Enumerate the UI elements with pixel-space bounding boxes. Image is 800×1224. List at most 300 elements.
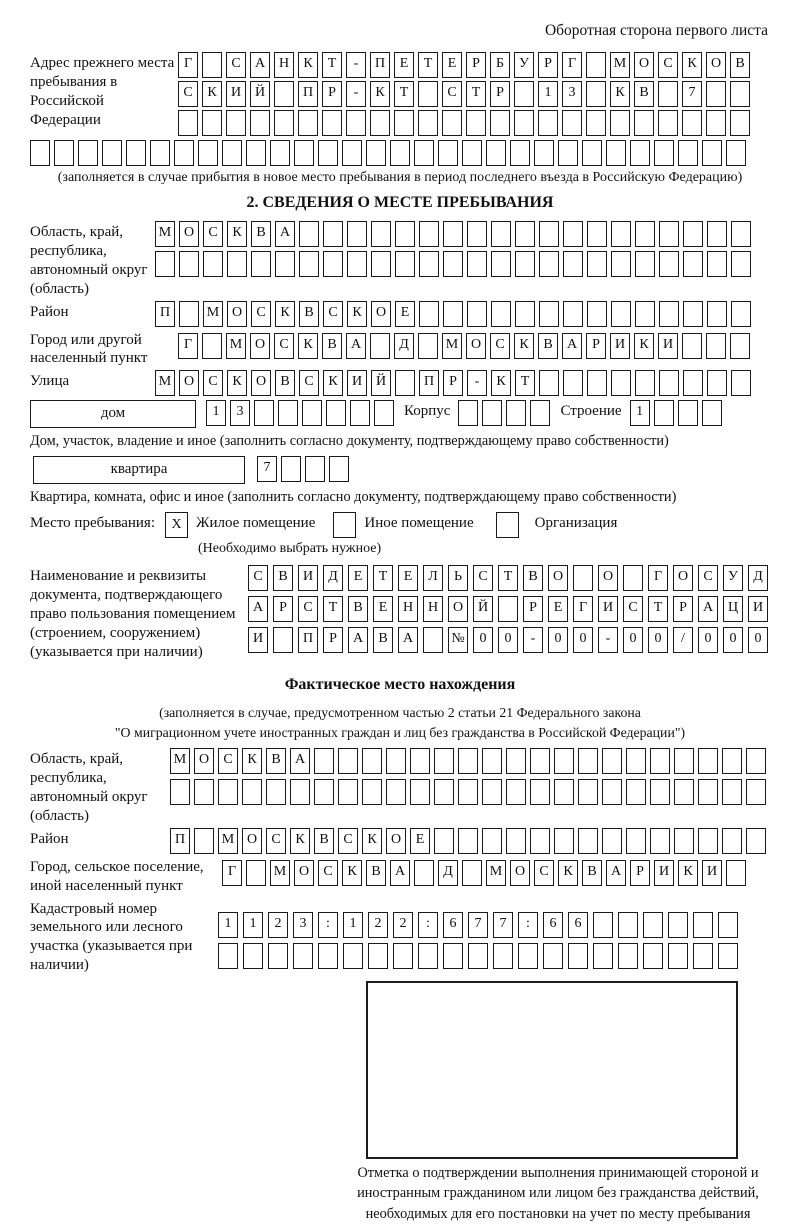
- form-cell[interactable]: [702, 400, 722, 426]
- form-cell[interactable]: Е: [373, 596, 393, 622]
- form-cell[interactable]: Т: [394, 81, 414, 107]
- form-cell[interactable]: -: [467, 370, 487, 396]
- form-cell[interactable]: О: [673, 565, 693, 591]
- form-cell[interactable]: [563, 251, 583, 277]
- form-cell[interactable]: Н: [274, 52, 294, 78]
- form-cell[interactable]: Р: [523, 596, 543, 622]
- form-cell[interactable]: Р: [322, 81, 342, 107]
- form-cell[interactable]: [374, 400, 394, 426]
- form-cell[interactable]: [562, 110, 582, 136]
- form-cell[interactable]: И: [658, 333, 678, 359]
- form-cell[interactable]: О: [448, 596, 468, 622]
- form-cell[interactable]: [707, 370, 727, 396]
- form-cell[interactable]: [654, 400, 674, 426]
- form-cell[interactable]: Р: [586, 333, 606, 359]
- form-cell[interactable]: О: [242, 828, 262, 854]
- form-cell[interactable]: 2: [393, 912, 413, 938]
- form-cell[interactable]: [274, 110, 294, 136]
- form-cell[interactable]: [539, 301, 559, 327]
- form-cell[interactable]: С: [203, 221, 223, 247]
- form-cell[interactable]: С: [178, 81, 198, 107]
- form-cell[interactable]: О: [371, 301, 391, 327]
- form-cell[interactable]: [650, 748, 670, 774]
- form-cell[interactable]: [515, 251, 535, 277]
- form-cell[interactable]: [493, 943, 513, 969]
- form-cell[interactable]: [468, 943, 488, 969]
- form-cell[interactable]: [634, 110, 654, 136]
- form-cell[interactable]: [194, 779, 214, 805]
- form-cell[interactable]: [390, 140, 410, 166]
- form-cell[interactable]: [506, 828, 526, 854]
- form-cell[interactable]: К: [342, 860, 362, 886]
- form-cell[interactable]: [462, 860, 482, 886]
- form-cell[interactable]: И: [702, 860, 722, 886]
- form-cell[interactable]: В: [299, 301, 319, 327]
- form-cell[interactable]: 3: [562, 81, 582, 107]
- form-cell[interactable]: Б: [490, 52, 510, 78]
- form-cell[interactable]: С: [266, 828, 286, 854]
- form-cell[interactable]: [218, 779, 238, 805]
- form-cell[interactable]: 2: [268, 912, 288, 938]
- form-cell[interactable]: [698, 748, 718, 774]
- form-cell[interactable]: [698, 828, 718, 854]
- form-cell[interactable]: Н: [423, 596, 443, 622]
- form-cell[interactable]: В: [322, 333, 342, 359]
- form-cell[interactable]: [707, 251, 727, 277]
- form-cell[interactable]: [323, 251, 343, 277]
- form-cell[interactable]: Р: [443, 370, 463, 396]
- form-cell[interactable]: Й: [371, 370, 391, 396]
- form-cell[interactable]: [706, 333, 726, 359]
- form-cell[interactable]: [707, 301, 727, 327]
- form-cell[interactable]: [635, 251, 655, 277]
- form-cell[interactable]: А: [390, 860, 410, 886]
- form-cell[interactable]: [611, 251, 631, 277]
- form-cell[interactable]: Т: [515, 370, 535, 396]
- form-cell[interactable]: [370, 333, 390, 359]
- form-cell[interactable]: [222, 140, 242, 166]
- form-cell[interactable]: [371, 221, 391, 247]
- form-cell[interactable]: [250, 110, 270, 136]
- form-cell[interactable]: [155, 251, 175, 277]
- form-cell[interactable]: А: [698, 596, 718, 622]
- form-cell[interactable]: -: [598, 627, 618, 653]
- form-cell[interactable]: [593, 943, 613, 969]
- form-cell[interactable]: [438, 140, 458, 166]
- form-cell[interactable]: О: [386, 828, 406, 854]
- form-cell[interactable]: Е: [394, 52, 414, 78]
- form-cell[interactable]: [410, 748, 430, 774]
- form-cell[interactable]: В: [523, 565, 543, 591]
- form-cell[interactable]: В: [266, 748, 286, 774]
- form-cell[interactable]: К: [634, 333, 654, 359]
- form-cell[interactable]: [626, 748, 646, 774]
- form-cell[interactable]: [278, 400, 298, 426]
- form-cell[interactable]: С: [490, 333, 510, 359]
- form-cell[interactable]: [678, 140, 698, 166]
- form-cell[interactable]: [706, 81, 726, 107]
- form-cell[interactable]: [659, 301, 679, 327]
- form-cell[interactable]: [659, 370, 679, 396]
- form-cell[interactable]: [554, 828, 574, 854]
- form-cell[interactable]: [150, 140, 170, 166]
- form-cell[interactable]: [593, 912, 613, 938]
- form-cell[interactable]: 0: [748, 627, 768, 653]
- form-cell[interactable]: И: [610, 333, 630, 359]
- form-cell[interactable]: М: [170, 748, 190, 774]
- form-cell[interactable]: [442, 110, 462, 136]
- form-cell[interactable]: [179, 301, 199, 327]
- form-cell[interactable]: Р: [673, 596, 693, 622]
- form-cell[interactable]: [343, 943, 363, 969]
- form-cell[interactable]: [298, 110, 318, 136]
- form-cell[interactable]: О: [510, 860, 530, 886]
- form-cell[interactable]: С: [251, 301, 271, 327]
- form-cell[interactable]: [346, 110, 366, 136]
- form-cell[interactable]: [498, 596, 518, 622]
- form-cell[interactable]: [418, 943, 438, 969]
- form-cell[interactable]: Г: [573, 596, 593, 622]
- form-cell[interactable]: К: [227, 370, 247, 396]
- form-cell[interactable]: [602, 828, 622, 854]
- form-cell[interactable]: Д: [323, 565, 343, 591]
- form-cell[interactable]: Е: [395, 301, 415, 327]
- form-cell[interactable]: [731, 221, 751, 247]
- form-cell[interactable]: [342, 140, 362, 166]
- form-cell[interactable]: [218, 943, 238, 969]
- form-cell[interactable]: [702, 140, 722, 166]
- form-cell[interactable]: [726, 140, 746, 166]
- form-cell[interactable]: [683, 301, 703, 327]
- form-cell[interactable]: [530, 828, 550, 854]
- form-cell[interactable]: [482, 748, 502, 774]
- form-cell[interactable]: 1: [630, 400, 650, 426]
- form-cell[interactable]: О: [227, 301, 247, 327]
- form-cell[interactable]: [314, 779, 334, 805]
- form-cell[interactable]: [654, 140, 674, 166]
- form-cell[interactable]: Ц: [723, 596, 743, 622]
- form-cell[interactable]: Р: [630, 860, 650, 886]
- form-cell[interactable]: В: [634, 81, 654, 107]
- form-cell[interactable]: [102, 140, 122, 166]
- form-cell[interactable]: [698, 779, 718, 805]
- form-cell[interactable]: [458, 400, 478, 426]
- form-cell[interactable]: [347, 221, 367, 247]
- form-cell[interactable]: [293, 943, 313, 969]
- form-cell[interactable]: Т: [373, 565, 393, 591]
- form-cell[interactable]: В: [251, 221, 271, 247]
- form-cell[interactable]: Т: [498, 565, 518, 591]
- form-cell[interactable]: [510, 140, 530, 166]
- form-cell[interactable]: Д: [438, 860, 458, 886]
- form-cell[interactable]: [482, 779, 502, 805]
- form-cell[interactable]: [366, 140, 386, 166]
- form-cell[interactable]: [683, 370, 703, 396]
- form-cell[interactable]: Ь: [448, 565, 468, 591]
- form-cell[interactable]: М: [155, 370, 175, 396]
- form-cell[interactable]: 0: [723, 627, 743, 653]
- form-cell[interactable]: :: [418, 912, 438, 938]
- form-cell[interactable]: К: [227, 221, 247, 247]
- form-cell[interactable]: В: [730, 52, 750, 78]
- form-cell[interactable]: [658, 110, 678, 136]
- form-cell[interactable]: С: [274, 333, 294, 359]
- form-cell[interactable]: [618, 943, 638, 969]
- form-cell[interactable]: [610, 110, 630, 136]
- form-cell[interactable]: [530, 748, 550, 774]
- form-cell[interactable]: 2: [368, 912, 388, 938]
- form-cell[interactable]: [554, 748, 574, 774]
- form-cell[interactable]: [338, 748, 358, 774]
- form-cell[interactable]: К: [362, 828, 382, 854]
- form-cell[interactable]: [730, 110, 750, 136]
- form-cell[interactable]: [659, 221, 679, 247]
- form-cell[interactable]: О: [194, 748, 214, 774]
- form-cell[interactable]: К: [290, 828, 310, 854]
- form-cell[interactable]: [587, 370, 607, 396]
- form-cell[interactable]: [563, 370, 583, 396]
- form-cell[interactable]: [611, 221, 631, 247]
- form-cell[interactable]: [347, 251, 367, 277]
- form-cell[interactable]: В: [538, 333, 558, 359]
- form-cell[interactable]: С: [248, 565, 268, 591]
- form-cell[interactable]: И: [598, 596, 618, 622]
- form-cell[interactable]: 6: [568, 912, 588, 938]
- form-cell[interactable]: 7: [257, 456, 277, 482]
- form-cell[interactable]: П: [298, 81, 318, 107]
- form-cell[interactable]: [281, 456, 301, 482]
- form-cell[interactable]: [746, 779, 766, 805]
- form-cell[interactable]: [530, 400, 550, 426]
- form-cell[interactable]: [394, 110, 414, 136]
- form-cell[interactable]: [246, 860, 266, 886]
- form-cell[interactable]: С: [298, 596, 318, 622]
- form-cell[interactable]: [443, 221, 463, 247]
- form-cell[interactable]: К: [678, 860, 698, 886]
- form-cell[interactable]: [274, 81, 294, 107]
- form-cell[interactable]: [443, 301, 463, 327]
- form-cell[interactable]: Т: [466, 81, 486, 107]
- form-cell[interactable]: И: [248, 627, 268, 653]
- form-cell[interactable]: И: [347, 370, 367, 396]
- form-cell[interactable]: [626, 828, 646, 854]
- form-cell[interactable]: П: [170, 828, 190, 854]
- form-cell[interactable]: [242, 779, 262, 805]
- form-cell[interactable]: В: [275, 370, 295, 396]
- form-cell[interactable]: [539, 221, 559, 247]
- form-cell[interactable]: /: [673, 627, 693, 653]
- form-cell[interactable]: 7: [493, 912, 513, 938]
- form-cell[interactable]: [395, 221, 415, 247]
- form-cell[interactable]: М: [610, 52, 630, 78]
- form-cell[interactable]: [486, 140, 506, 166]
- form-cell[interactable]: Г: [648, 565, 668, 591]
- form-cell[interactable]: [371, 251, 391, 277]
- form-cell[interactable]: 0: [498, 627, 518, 653]
- form-cell[interactable]: [170, 779, 190, 805]
- form-cell[interactable]: [386, 748, 406, 774]
- form-cell[interactable]: [362, 748, 382, 774]
- form-cell[interactable]: А: [398, 627, 418, 653]
- form-cell[interactable]: [586, 81, 606, 107]
- form-cell[interactable]: [179, 251, 199, 277]
- form-cell[interactable]: [587, 221, 607, 247]
- form-cell[interactable]: [318, 943, 338, 969]
- form-cell[interactable]: К: [558, 860, 578, 886]
- form-cell[interactable]: [635, 370, 655, 396]
- form-cell[interactable]: С: [318, 860, 338, 886]
- form-cell[interactable]: К: [610, 81, 630, 107]
- form-cell[interactable]: А: [348, 627, 368, 653]
- form-cell[interactable]: С: [226, 52, 246, 78]
- form-cell[interactable]: С: [338, 828, 358, 854]
- form-cell[interactable]: [54, 140, 74, 166]
- form-cell[interactable]: [466, 110, 486, 136]
- form-cell[interactable]: Т: [323, 596, 343, 622]
- form-cell[interactable]: [418, 81, 438, 107]
- form-cell[interactable]: [506, 779, 526, 805]
- form-cell[interactable]: [290, 779, 310, 805]
- form-cell[interactable]: [393, 943, 413, 969]
- form-cell[interactable]: [202, 52, 222, 78]
- form-cell[interactable]: [746, 828, 766, 854]
- form-cell[interactable]: [602, 779, 622, 805]
- form-cell[interactable]: [587, 301, 607, 327]
- form-cell[interactable]: [602, 748, 622, 774]
- form-cell[interactable]: А: [346, 333, 366, 359]
- form-cell[interactable]: [683, 251, 703, 277]
- form-cell[interactable]: [273, 627, 293, 653]
- form-cell[interactable]: [329, 456, 349, 482]
- form-cell[interactable]: [623, 565, 643, 591]
- form-cell[interactable]: [718, 943, 738, 969]
- form-cell[interactable]: [539, 370, 559, 396]
- form-cell[interactable]: [243, 943, 263, 969]
- form-cell[interactable]: [630, 140, 650, 166]
- form-cell[interactable]: П: [298, 627, 318, 653]
- form-cell[interactable]: М: [226, 333, 246, 359]
- form-cell[interactable]: Т: [322, 52, 342, 78]
- form-cell[interactable]: Е: [442, 52, 462, 78]
- form-cell[interactable]: О: [548, 565, 568, 591]
- form-cell[interactable]: [611, 301, 631, 327]
- form-cell[interactable]: Е: [398, 565, 418, 591]
- form-cell[interactable]: 0: [648, 627, 668, 653]
- form-cell[interactable]: М: [442, 333, 462, 359]
- form-cell[interactable]: Г: [178, 52, 198, 78]
- form-cell[interactable]: 0: [573, 627, 593, 653]
- form-cell[interactable]: К: [491, 370, 511, 396]
- form-cell[interactable]: [682, 110, 702, 136]
- stay-type-checkbox-zhiloe[interactable]: X: [165, 512, 188, 538]
- form-cell[interactable]: [490, 110, 510, 136]
- form-cell[interactable]: [305, 456, 325, 482]
- form-cell[interactable]: 3: [293, 912, 313, 938]
- form-cell[interactable]: К: [682, 52, 702, 78]
- form-cell[interactable]: [482, 400, 502, 426]
- form-cell[interactable]: Н: [398, 596, 418, 622]
- form-cell[interactable]: [643, 912, 663, 938]
- form-cell[interactable]: [674, 828, 694, 854]
- form-cell[interactable]: [683, 221, 703, 247]
- form-cell[interactable]: [395, 370, 415, 396]
- form-cell[interactable]: [251, 251, 271, 277]
- form-cell[interactable]: Л: [423, 565, 443, 591]
- form-cell[interactable]: П: [419, 370, 439, 396]
- form-cell[interactable]: Р: [273, 596, 293, 622]
- form-cell[interactable]: [578, 828, 598, 854]
- form-cell[interactable]: [178, 110, 198, 136]
- form-cell[interactable]: [514, 81, 534, 107]
- form-cell[interactable]: 1: [343, 912, 363, 938]
- form-cell[interactable]: [578, 748, 598, 774]
- form-cell[interactable]: [226, 110, 246, 136]
- form-cell[interactable]: :: [318, 912, 338, 938]
- form-cell[interactable]: Р: [490, 81, 510, 107]
- stay-type-checkbox-inoe[interactable]: [333, 512, 356, 538]
- form-cell[interactable]: [568, 943, 588, 969]
- form-cell[interactable]: М: [270, 860, 290, 886]
- form-cell[interactable]: Т: [648, 596, 668, 622]
- form-cell[interactable]: [635, 301, 655, 327]
- form-cell[interactable]: [314, 748, 334, 774]
- form-cell[interactable]: [414, 140, 434, 166]
- form-cell[interactable]: [722, 748, 742, 774]
- form-cell[interactable]: [668, 912, 688, 938]
- form-cell[interactable]: [543, 943, 563, 969]
- form-cell[interactable]: [458, 748, 478, 774]
- form-cell[interactable]: А: [250, 52, 270, 78]
- form-cell[interactable]: [458, 779, 478, 805]
- form-cell[interactable]: М: [218, 828, 238, 854]
- form-cell[interactable]: К: [275, 301, 295, 327]
- form-cell[interactable]: :: [518, 912, 538, 938]
- form-cell[interactable]: [462, 140, 482, 166]
- form-cell[interactable]: Г: [222, 860, 242, 886]
- form-cell[interactable]: [635, 221, 655, 247]
- form-cell[interactable]: [674, 779, 694, 805]
- form-cell[interactable]: [693, 943, 713, 969]
- form-cell[interactable]: О: [634, 52, 654, 78]
- form-cell[interactable]: [418, 333, 438, 359]
- form-cell[interactable]: [482, 828, 502, 854]
- form-cell[interactable]: В: [582, 860, 602, 886]
- form-cell[interactable]: [506, 400, 526, 426]
- form-cell[interactable]: [659, 251, 679, 277]
- form-cell[interactable]: К: [514, 333, 534, 359]
- form-cell[interactable]: Е: [410, 828, 430, 854]
- form-cell[interactable]: [722, 828, 742, 854]
- form-cell[interactable]: В: [366, 860, 386, 886]
- form-cell[interactable]: А: [606, 860, 626, 886]
- form-cell[interactable]: О: [466, 333, 486, 359]
- form-cell[interactable]: [611, 370, 631, 396]
- form-cell[interactable]: 0: [698, 627, 718, 653]
- form-cell[interactable]: [515, 221, 535, 247]
- form-cell[interactable]: Е: [348, 565, 368, 591]
- form-cell[interactable]: К: [298, 52, 318, 78]
- form-cell[interactable]: [326, 400, 346, 426]
- form-cell[interactable]: [731, 251, 751, 277]
- form-cell[interactable]: [434, 779, 454, 805]
- form-cell[interactable]: С: [299, 370, 319, 396]
- form-cell[interactable]: [731, 301, 751, 327]
- form-cell[interactable]: [338, 779, 358, 805]
- form-cell[interactable]: [302, 400, 322, 426]
- form-cell[interactable]: [678, 400, 698, 426]
- form-cell[interactable]: [554, 779, 574, 805]
- form-cell[interactable]: А: [248, 596, 268, 622]
